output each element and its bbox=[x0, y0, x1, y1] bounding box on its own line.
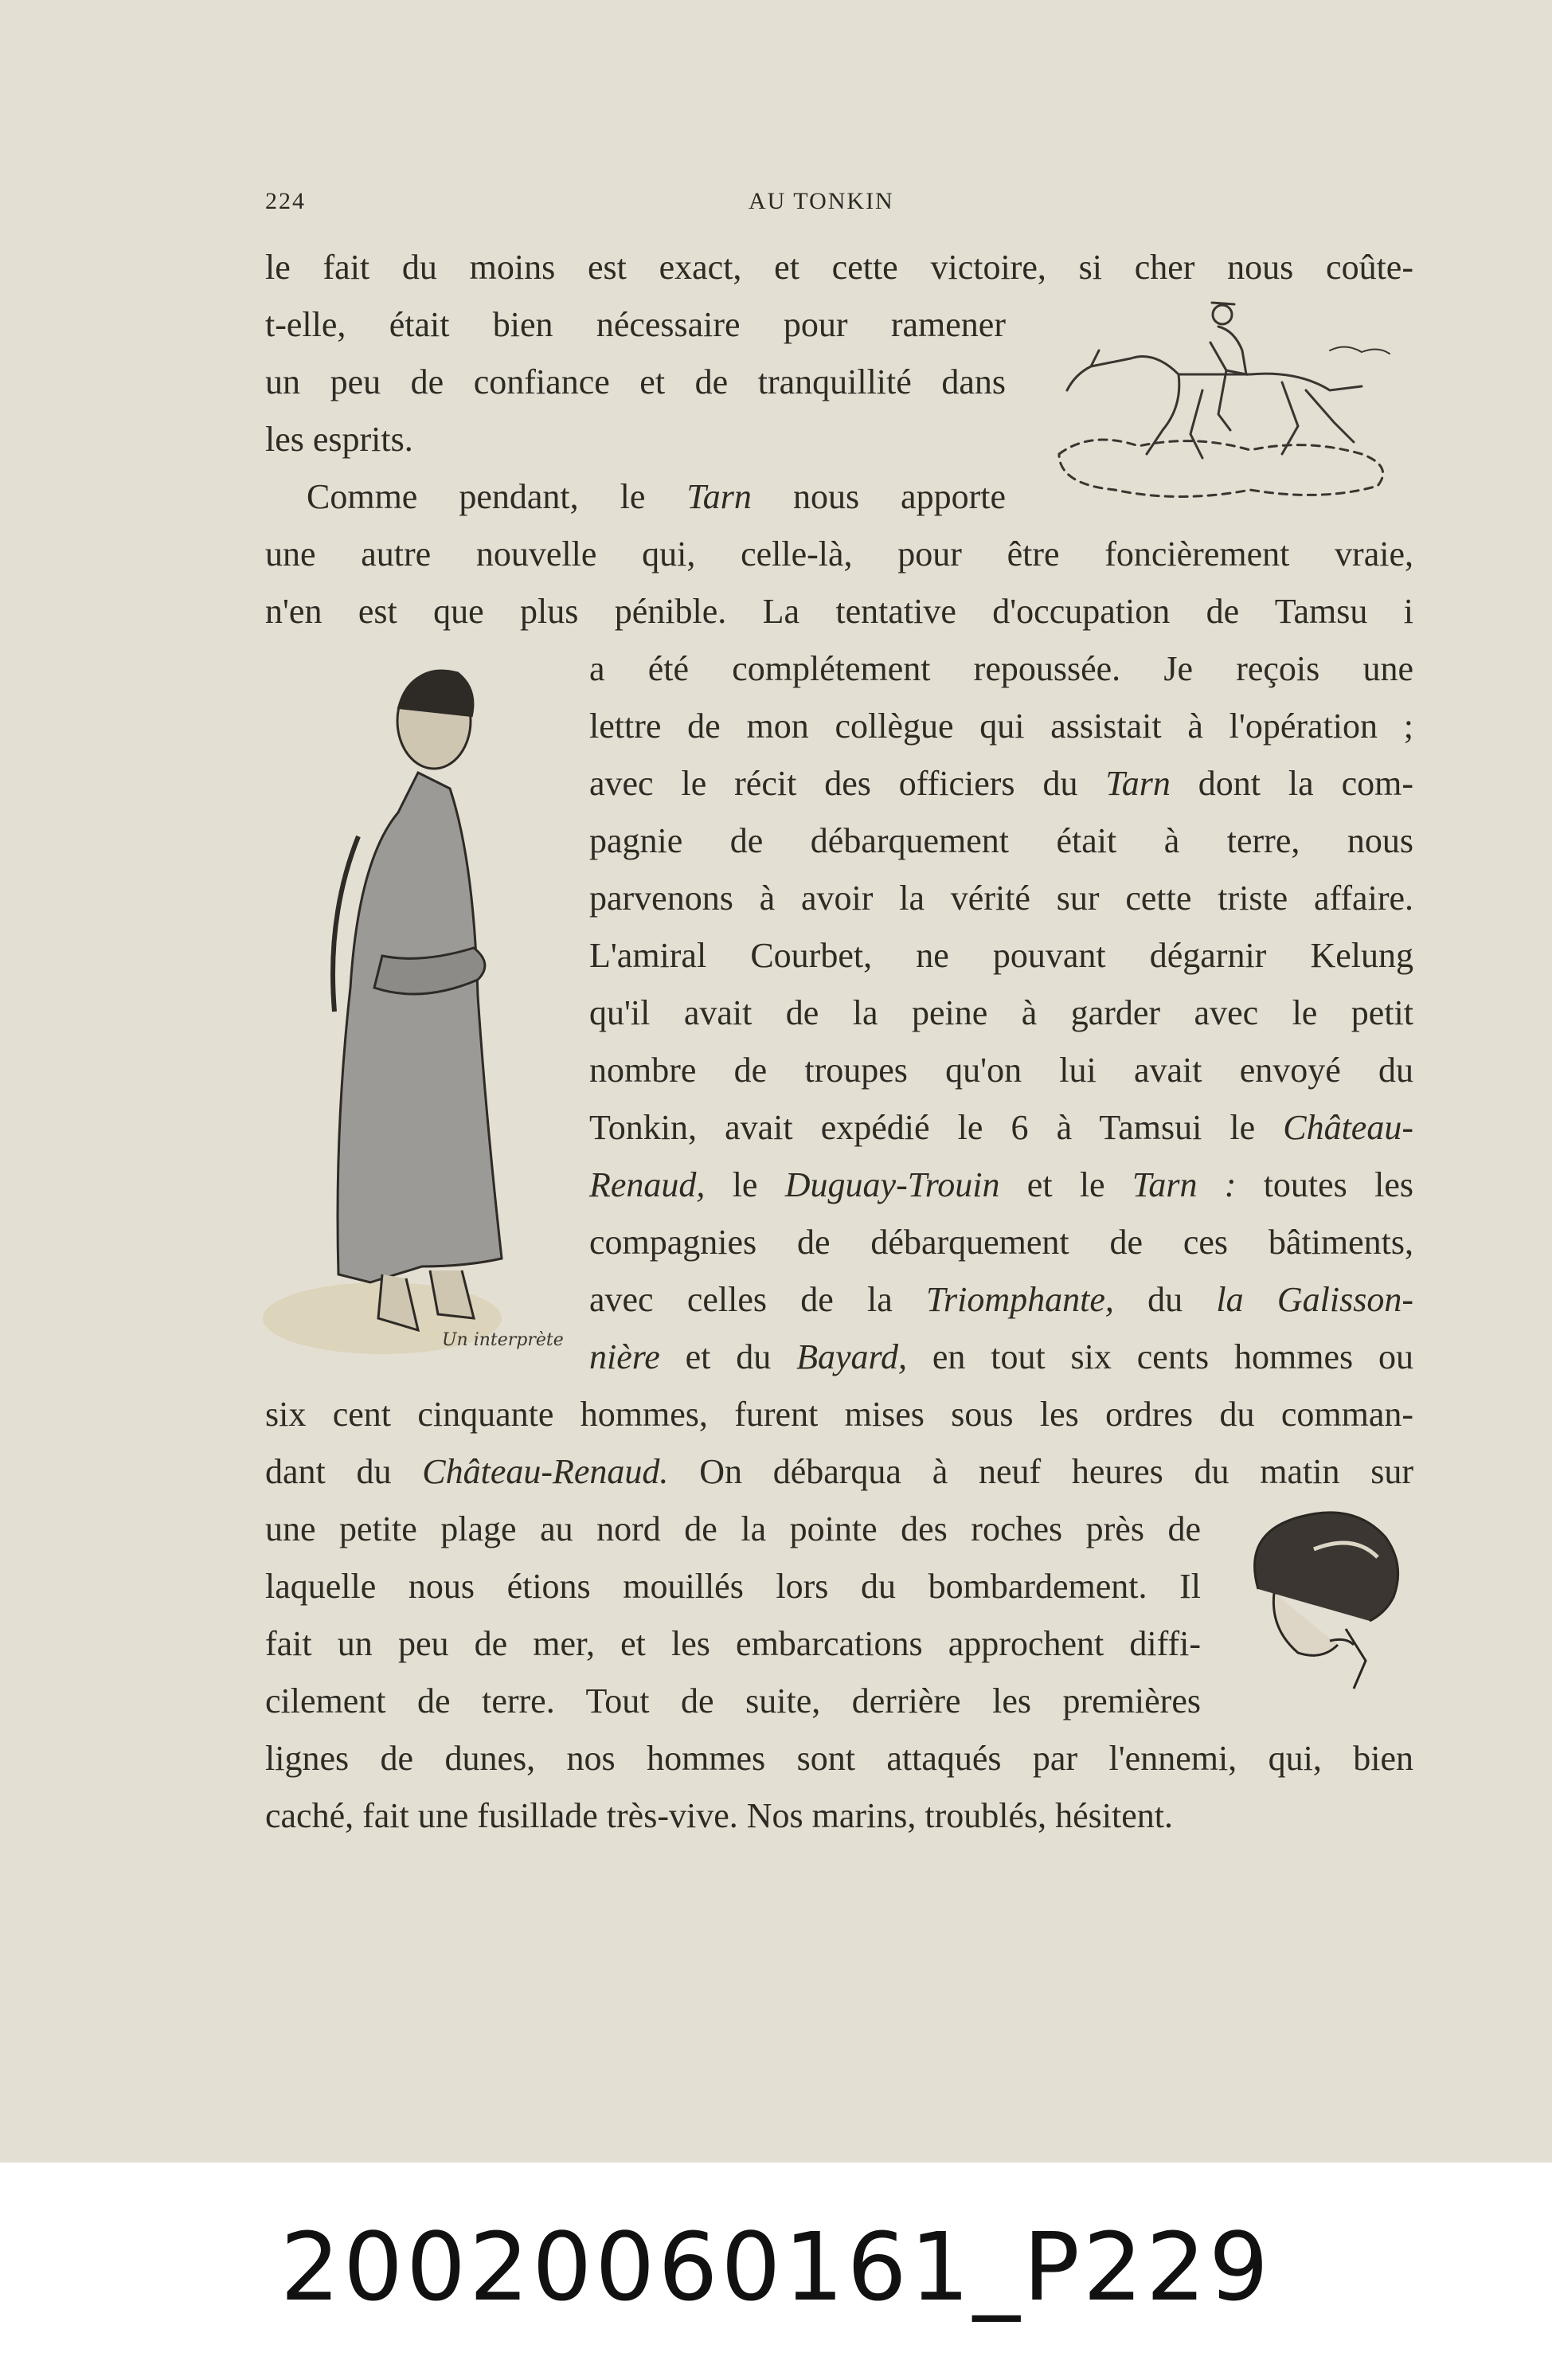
text-line bbox=[265, 411, 1006, 468]
text-line bbox=[589, 1271, 1413, 1329]
text-segment: et du bbox=[659, 1337, 797, 1376]
running-title: AU TONKIN bbox=[749, 188, 894, 214]
text-segment: qu'il avait de la peine à garder avec le petit bbox=[589, 993, 1413, 1032]
text-segment: six cent cinquante hommes, furent mises sous les ordres du comman- bbox=[265, 1395, 1413, 1434]
text-segment: On débarqua à neuf heures du matin sur bbox=[668, 1452, 1413, 1491]
text-segment: Comme pendant, le bbox=[307, 477, 687, 516]
text-segment: toutes les bbox=[1236, 1165, 1413, 1204]
text-line bbox=[265, 1787, 1413, 1845]
text-line bbox=[307, 468, 1006, 526]
text-line bbox=[589, 1042, 1413, 1099]
text-segment: L'amiral Courbet, ne pouvant dégarnir Kelung bbox=[589, 936, 1413, 975]
text-line bbox=[265, 239, 1413, 296]
text-segment: a été complétement repoussée. Je reçois une bbox=[589, 649, 1413, 688]
text-segment: les esprits. bbox=[265, 420, 413, 459]
text-line bbox=[589, 1099, 1413, 1157]
text-line bbox=[589, 984, 1413, 1042]
text-line bbox=[265, 1501, 1201, 1558]
text-segment: avec celles de la bbox=[589, 1280, 926, 1319]
italic-text: Tarn bbox=[686, 477, 752, 516]
text-line bbox=[265, 1386, 1413, 1443]
text-line bbox=[265, 1558, 1201, 1615]
text-segment: nombre de troupes qu'on lui avait envoyé du bbox=[589, 1051, 1413, 1090]
text-segment: une petite plage au nord de la pointe des roches près de bbox=[265, 1509, 1201, 1548]
italic-text: Duguay-Trouin bbox=[784, 1165, 1000, 1204]
text-line bbox=[589, 812, 1413, 870]
text-segment: t-elle, était bien nécessaire pour ramener bbox=[265, 305, 1006, 344]
horseman-illustration bbox=[1043, 295, 1401, 518]
interpreter-illustration bbox=[263, 653, 526, 1354]
text-segment: avec le récit des officiers du bbox=[589, 764, 1106, 803]
text-line bbox=[589, 1214, 1413, 1271]
text-line bbox=[265, 526, 1413, 583]
text-segment: et le bbox=[999, 1165, 1132, 1204]
text-line bbox=[265, 296, 1006, 354]
italic-text: Château-Renaud. bbox=[422, 1452, 669, 1491]
text-line bbox=[265, 1443, 1413, 1501]
italic-text: Tarn : bbox=[1132, 1165, 1237, 1204]
text-segment: un peu de confiance et de tranquillité dans bbox=[265, 362, 1006, 401]
italic-text: la Galisson- bbox=[1216, 1280, 1413, 1319]
text-segment: le bbox=[705, 1165, 785, 1204]
italic-text: Château- bbox=[1283, 1108, 1413, 1147]
text-segment: laquelle nous étions mouillés lors du bombardement. Il bbox=[265, 1567, 1201, 1606]
text-line bbox=[265, 1730, 1413, 1787]
text-segment: lettre de mon collègue qui assistait à l'opération ; bbox=[589, 707, 1413, 746]
text-line bbox=[589, 755, 1413, 812]
text-line bbox=[589, 640, 1413, 698]
text-segment: caché, fait une fusillade très-vive. Nos marins, troublés, hésitent. bbox=[265, 1796, 1173, 1835]
archive-id: 20020060161_P229 bbox=[280, 2212, 1272, 2322]
text-line bbox=[589, 698, 1413, 755]
head-sketch-illustration bbox=[1226, 1501, 1417, 1693]
text-segment: cilement de terre. Tout de suite, derrière les premières bbox=[265, 1681, 1201, 1720]
text-line bbox=[589, 1157, 1413, 1214]
italic-text: nière bbox=[589, 1337, 660, 1376]
text-line bbox=[265, 354, 1006, 411]
text-segment: en tout six cents hommes ou bbox=[907, 1337, 1413, 1376]
text-line bbox=[589, 870, 1413, 927]
text-segment: compagnies de débarquement de ces bâtiments, bbox=[589, 1223, 1413, 1262]
text-segment: dant du bbox=[265, 1452, 423, 1491]
text-segment: dont la com- bbox=[1170, 764, 1413, 803]
italic-text: Renaud, bbox=[589, 1165, 706, 1204]
text-segment: fait un peu de mer, et les embarcations approchent diffi- bbox=[265, 1624, 1201, 1663]
italic-text: Triomphante, bbox=[926, 1280, 1114, 1319]
text-line bbox=[589, 1329, 1413, 1386]
text-line bbox=[265, 1615, 1201, 1673]
text-segment: une autre nouvelle qui, celle-là, pour être foncièrement vraie, bbox=[265, 534, 1413, 573]
text-segment: le fait du moins est exact, et cette victoire, si cher nous coûte- bbox=[265, 248, 1413, 287]
text-line bbox=[265, 583, 1413, 640]
archive-id-footer bbox=[0, 2163, 1552, 2380]
text-segment: lignes de dunes, nos hommes sont attaqués par l'ennemi, qui, bien bbox=[265, 1739, 1413, 1778]
text-segment: Tonkin, avait expédié le 6 à Tamsui le bbox=[589, 1108, 1284, 1147]
text-segment: n'en est que plus pénible. La tentative d'occupation de Tamsu i bbox=[265, 592, 1413, 631]
text-segment: parvenons à avoir la vérité sur cette triste affaire. bbox=[589, 879, 1413, 918]
illustration-caption: Un interprète bbox=[442, 1330, 564, 1350]
text-line bbox=[589, 927, 1413, 984]
text-segment: pagnie de débarquement était à terre, nous bbox=[589, 821, 1413, 860]
text-segment: nous apporte bbox=[751, 477, 1006, 516]
text-line bbox=[265, 1673, 1201, 1730]
italic-text: Bayard, bbox=[796, 1337, 908, 1376]
page-number: 224 bbox=[265, 188, 306, 214]
text-segment: du bbox=[1113, 1280, 1217, 1319]
italic-text: Tarn bbox=[1105, 764, 1171, 803]
